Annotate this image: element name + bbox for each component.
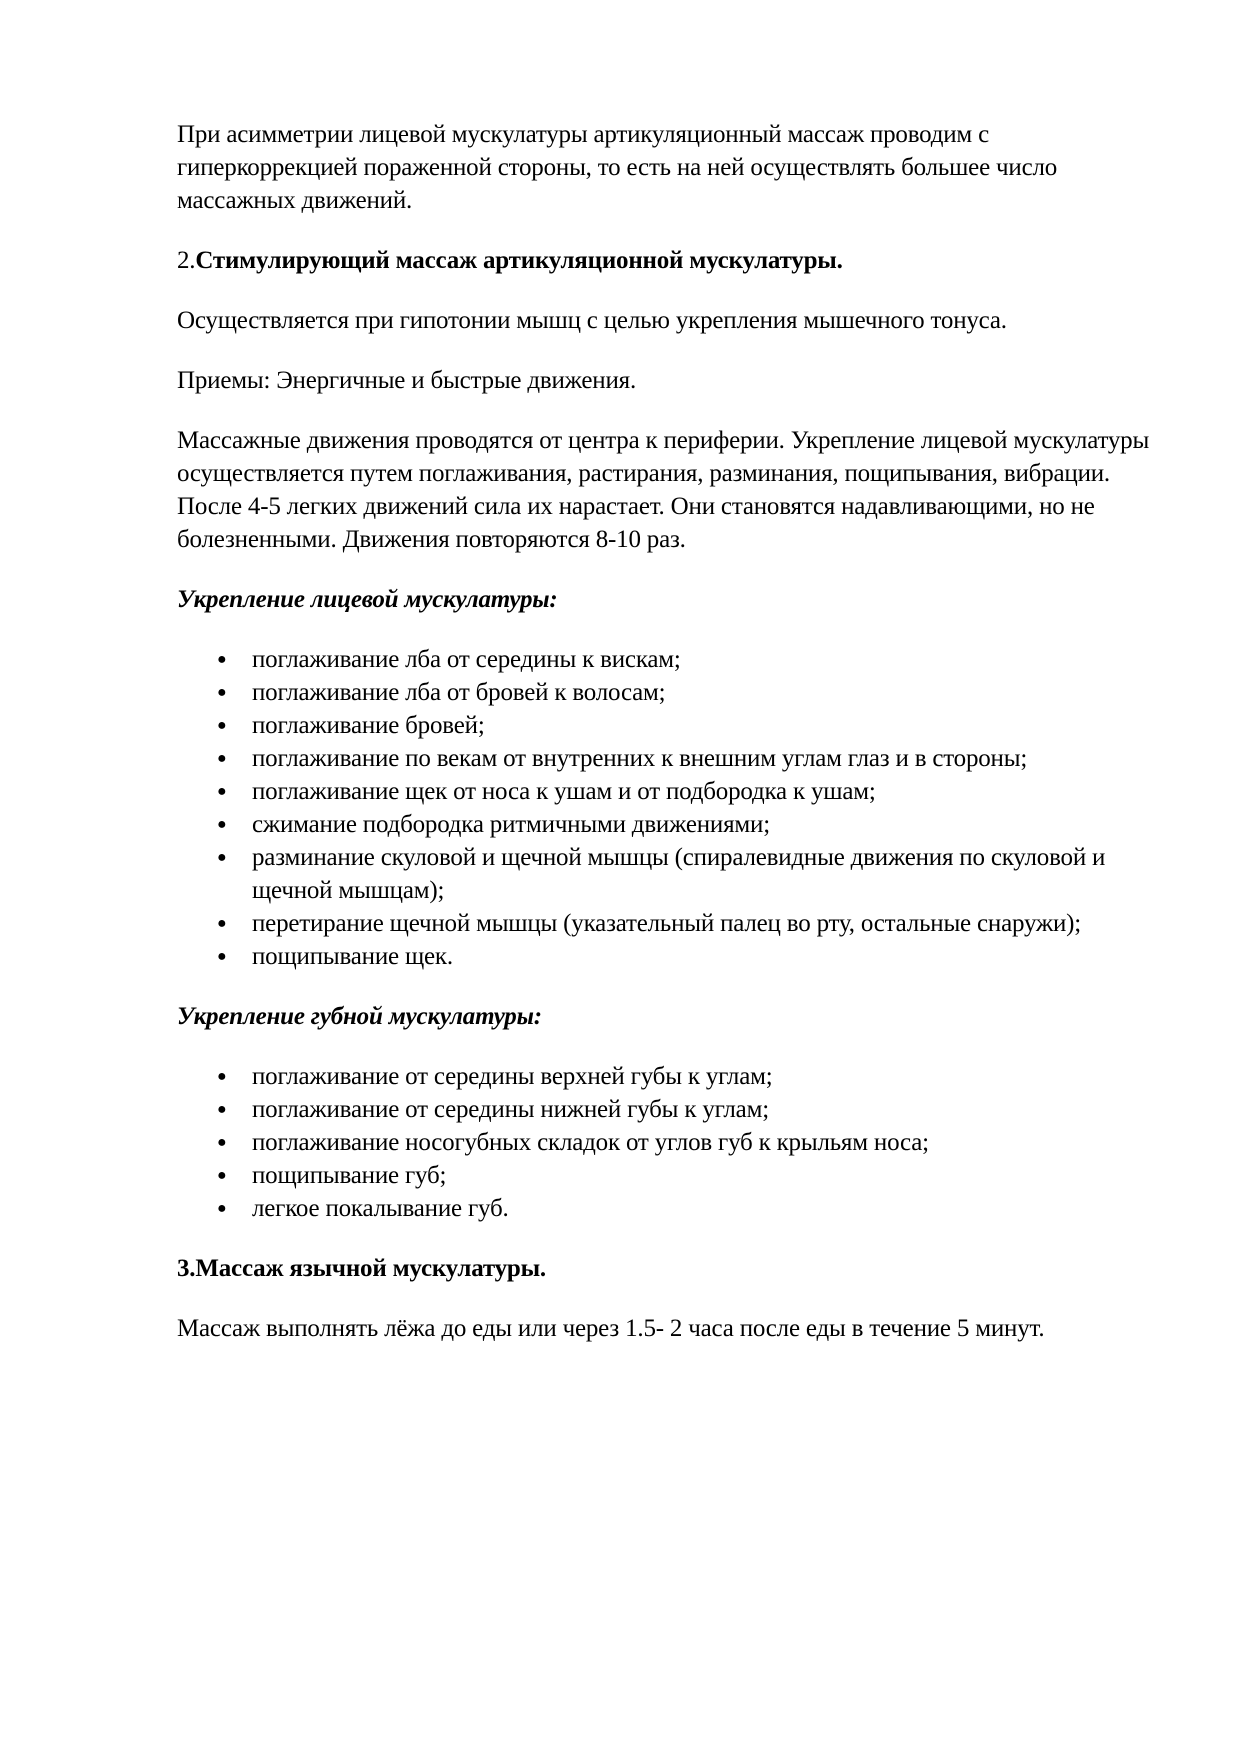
- section-3-paragraph-1: Массаж выполнять лёжа до еды или через 1.5- 2 часа после еды в течение 5 минут.: [177, 1315, 1045, 1342]
- list-item: [177, 1093, 1157, 1126]
- list-item-text: поглаживание носогубных складок от углов губ к крыльям носа;: [252, 1129, 929, 1156]
- section-2-paragraph-1: Осуществляется при гипотонии мышц с целью укрепления мышечного тонуса.: [177, 307, 1007, 334]
- bullet-icon: ●: [217, 1134, 227, 1151]
- list-item: [177, 841, 1157, 907]
- section-2-number: 2.: [177, 247, 196, 274]
- list-item: [177, 643, 1157, 676]
- lip-muscles-subheading: Укрепление губной мускулатуры:: [177, 1003, 542, 1030]
- section-3-number: 3.: [177, 1255, 196, 1282]
- list-item-text: пощипывание щек.: [252, 943, 453, 970]
- list-item-text: легкое покалывание губ.: [252, 1195, 509, 1222]
- list-item-text: поглаживание бровей;: [252, 712, 485, 739]
- bullet-icon: ●: [217, 783, 227, 800]
- bullet-icon: ●: [217, 915, 227, 932]
- lip-muscles-list: [177, 1060, 1157, 1225]
- bullet-icon: ●: [217, 1167, 227, 1184]
- list-item-text: пощипывание губ;: [252, 1162, 447, 1189]
- section-2-paragraph-3: Массажные движения проводятся от центра к периферии. Укрепление лицевой мускулатуры осуществляется путем поглаживания, растирания, разминания, пощипывания, вибрации. После 4-5 легких движений сила их нарастает. Они становятся надавливающими, но не болезненными. Движения повторяются 8-10 раз.: [177, 427, 1150, 553]
- list-item-text: поглаживание от середины верхней губы к углам;: [252, 1063, 773, 1090]
- facial-muscles-subheading: Укрепление лицевой мускулатуры:: [177, 586, 558, 613]
- facial-muscles-list: [177, 643, 1157, 973]
- list-item: [177, 676, 1157, 709]
- list-item: [177, 1126, 1157, 1159]
- list-item: [177, 1159, 1157, 1192]
- bullet-icon: ●: [217, 1200, 227, 1217]
- list-item: [177, 1060, 1157, 1093]
- list-item-text: поглаживание щек от носа к ушам и от подбородка к ушам;: [252, 778, 876, 805]
- bullet-icon: ●: [217, 651, 227, 668]
- list-item-text: разминание скуловой и щечной мышцы (спиралевидные движения по скуловой и щечной мышцам);: [252, 844, 1106, 904]
- list-item-text: перетирание щечной мышцы (указательный палец во рту, остальные снаружи);: [252, 910, 1082, 937]
- list-item-text: поглаживание лба от середины к вискам;: [252, 646, 681, 673]
- section-2-title: Стимулирующий массаж артикуляционной мускулатуры.: [195, 247, 843, 274]
- bullet-icon: ●: [217, 750, 227, 767]
- bullet-icon: ●: [217, 717, 227, 734]
- bullet-icon: ●: [217, 849, 227, 866]
- bullet-icon: ●: [217, 1101, 227, 1118]
- bullet-icon: ●: [217, 816, 227, 833]
- section-3-title: Массаж язычной мускулатуры.: [195, 1255, 546, 1282]
- list-item-text: поглаживание лба от бровей к волосам;: [252, 679, 666, 706]
- section-3-heading: [177, 1252, 1157, 1285]
- list-item: [177, 709, 1157, 742]
- intro-paragraph: При асимметрии лицевой мускулатуры артикуляционный массаж проводим с гиперкоррекцией пораженной стороны, то есть на ней осуществлять большее число массажных движений.: [177, 121, 1058, 214]
- list-item: [177, 808, 1157, 841]
- list-item-text: поглаживание от середины нижней губы к углам;: [252, 1096, 769, 1123]
- bullet-icon: ●: [217, 1068, 227, 1085]
- list-item-text: сжимание подбородка ритмичными движениями;: [252, 811, 770, 838]
- list-item-text: поглаживание по векам от внутренних к внешним углам глаз и в стороны;: [252, 745, 1028, 772]
- list-item: [177, 775, 1157, 808]
- list-item: [177, 940, 1157, 973]
- list-item: [177, 1192, 1157, 1225]
- list-item: [177, 907, 1157, 940]
- bullet-icon: ●: [217, 948, 227, 965]
- bullet-icon: ●: [217, 684, 227, 701]
- section-2-paragraph-2: Приемы: Энергичные и быстрые движения.: [177, 367, 637, 394]
- list-item: [177, 742, 1157, 775]
- section-2-heading: [177, 244, 1157, 277]
- document-page: [177, 118, 1157, 1372]
